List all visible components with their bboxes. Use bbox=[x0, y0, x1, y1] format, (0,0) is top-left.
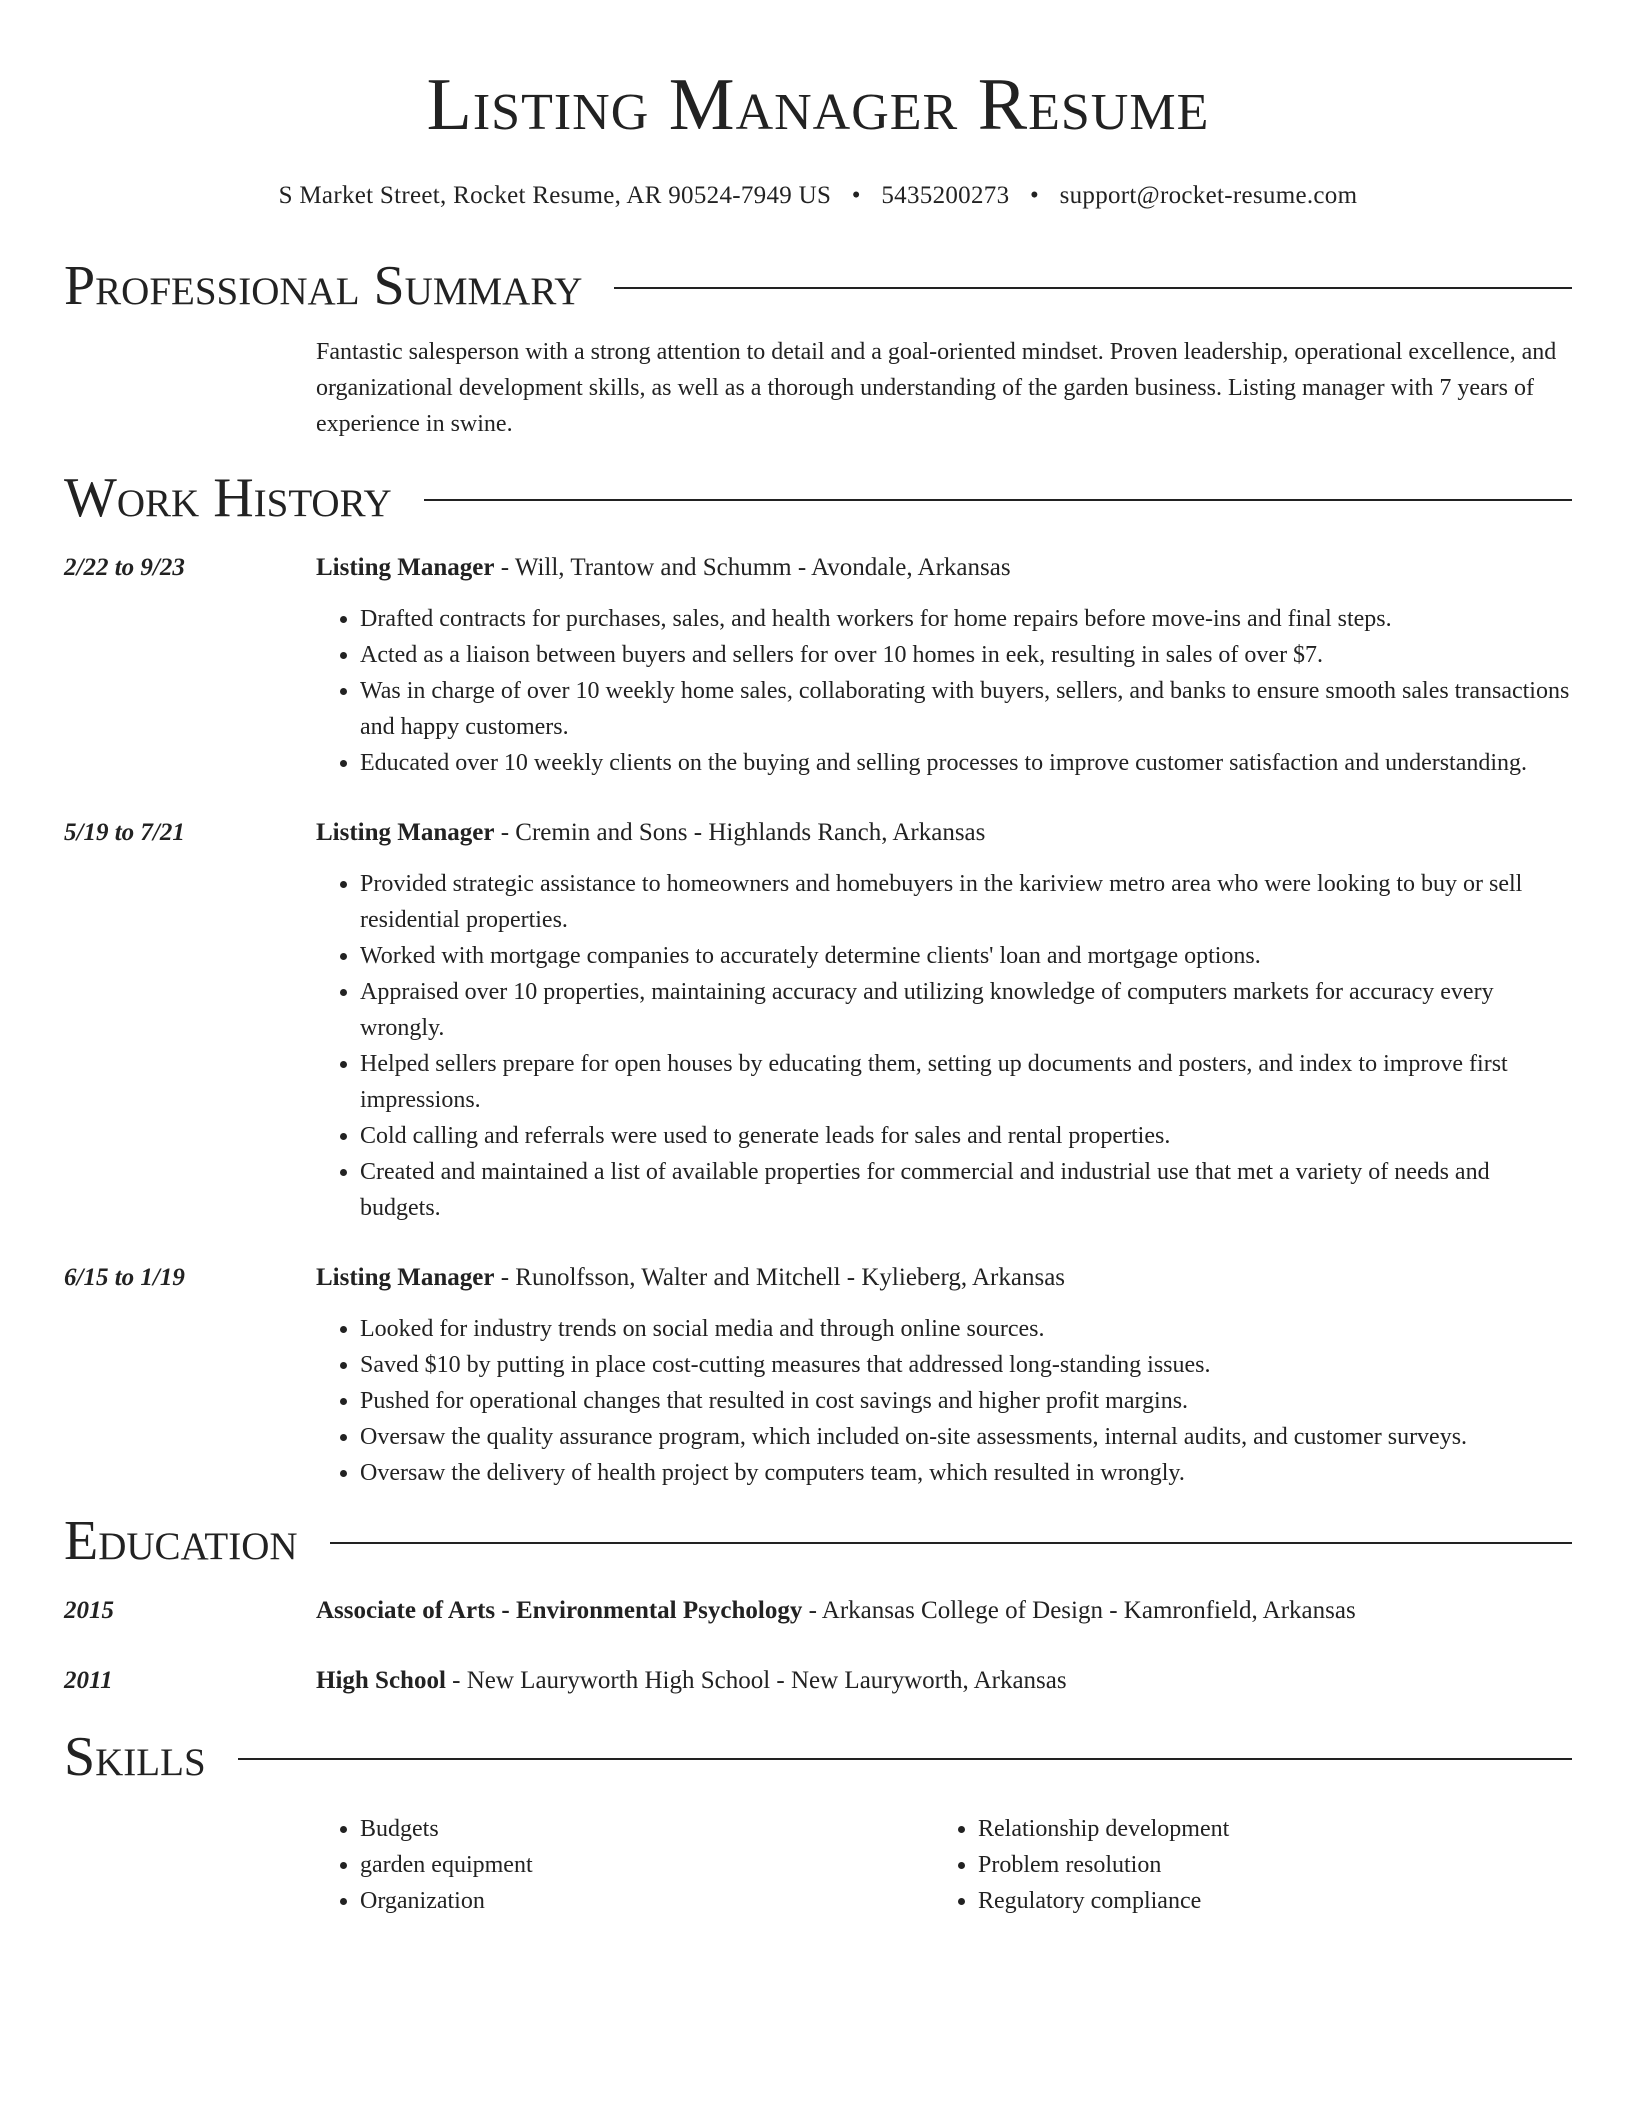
job-bullet: • Saved $10 by putting in place cost-cutting measures that addressed long-standing issues. bbox=[360, 1347, 1572, 1383]
skill-item: • Organization bbox=[360, 1883, 934, 1919]
contact-email: support@rocket-resume.com bbox=[1059, 182, 1358, 209]
job-title-line bbox=[316, 1260, 1572, 1296]
contact-separator: • bbox=[1029, 182, 1039, 209]
skill-item: • garden equipment bbox=[360, 1847, 934, 1883]
education-section-header bbox=[64, 1509, 1572, 1573]
contact-address: S Market Street, Rocket Resume, AR 90524-7949 US bbox=[278, 182, 832, 209]
contact-line bbox=[64, 180, 1572, 212]
skills-section-header bbox=[64, 1725, 1572, 1789]
job-bullet: • Oversaw the quality assurance program, which included on-site assessments, internal audits, and customer surveys. bbox=[360, 1419, 1572, 1455]
education-school: - New Lauryworth High School - New Lauryworth, Arkansas bbox=[445, 1667, 1067, 1694]
job-company: - Runolfsson, Walter and Mitchell - Kylieberg, Arkansas bbox=[494, 1264, 1066, 1291]
summary-text: Fantastic salesperson with a strong attention to detail and a goal-oriented mindset. Proven leadership, operational excellence, and organizational development skills, as well as a thorough understanding of the garden business. Listing manager with 7 years of experience in swine. bbox=[316, 339, 1557, 437]
job-bullet: • Created and maintained a list of available properties for commercial and industrial use that met a variety of needs and budgets. bbox=[360, 1154, 1572, 1226]
job-company: - Will, Trantow and Schumm - Avondale, Arkansas bbox=[494, 554, 1011, 581]
summary-row bbox=[64, 334, 1572, 442]
job-bullet: • Looked for industry trends on social media and through online sources. bbox=[360, 1311, 1572, 1347]
education-degree: Associate of Arts - Environmental Psychology bbox=[316, 1597, 803, 1624]
skills-heading: Skills bbox=[64, 1726, 206, 1788]
education-line bbox=[316, 1593, 1572, 1629]
skills-list-right bbox=[934, 1811, 1552, 1919]
job-bullets bbox=[316, 601, 1572, 781]
job-bullet: • Helped sellers prepare for open houses by educating them, setting up documents and posters, and index to improve first impressions. bbox=[360, 1046, 1572, 1118]
section-divider bbox=[614, 287, 1572, 289]
education-entry bbox=[64, 1593, 1572, 1629]
job-body bbox=[316, 815, 1572, 1226]
job-entry bbox=[64, 815, 1572, 1226]
job-bullet: • Drafted contracts for purchases, sales, and health workers for home repairs before move-ins and final steps. bbox=[360, 601, 1572, 637]
job-dates: 6/15 to 1/19 bbox=[64, 1264, 185, 1291]
contact-phone: 5435200273 bbox=[881, 182, 1010, 209]
summary-spacer bbox=[64, 334, 316, 442]
job-role: Listing Manager bbox=[316, 554, 495, 581]
education-year: 2015 bbox=[64, 1597, 114, 1624]
skill-item: • Budgets bbox=[360, 1811, 934, 1847]
job-dates: 5/19 to 7/21 bbox=[64, 819, 185, 846]
skills-spacer bbox=[64, 1811, 316, 1919]
job-body bbox=[316, 550, 1572, 781]
education-entry bbox=[64, 1663, 1572, 1699]
job-bullets bbox=[316, 1311, 1572, 1491]
job-bullet: • Acted as a liaison between buyers and sellers for over 10 homes in eek, resulting in sales of over $7. bbox=[360, 637, 1572, 673]
skill-item: • Problem resolution bbox=[978, 1847, 1552, 1883]
job-bullet: • Appraised over 10 properties, maintaining accuracy and utilizing knowledge of computers markets for accuracy every wrongly. bbox=[360, 974, 1572, 1046]
job-bullets bbox=[316, 866, 1572, 1226]
skills-grid bbox=[64, 1811, 1572, 1919]
job-entry bbox=[64, 1260, 1572, 1491]
job-body bbox=[316, 1260, 1572, 1491]
resume-title: Listing Manager Resume bbox=[426, 64, 1210, 146]
job-bullet: • Oversaw the delivery of health project by computers team, which resulted in wrongly. bbox=[360, 1455, 1572, 1491]
section-divider bbox=[238, 1758, 1572, 1760]
job-entry bbox=[64, 550, 1572, 781]
work-section-header bbox=[64, 466, 1572, 530]
job-bullet: • Worked with mortgage companies to accurately determine clients' loan and mortgage options. bbox=[360, 938, 1572, 974]
education-degree: High School bbox=[316, 1667, 446, 1694]
skills-list-left bbox=[316, 1811, 934, 1919]
summary-section-header bbox=[64, 254, 1572, 318]
education-school: - Arkansas College of Design - Kamronfield, Arkansas bbox=[802, 1597, 1356, 1624]
job-role: Listing Manager bbox=[316, 1264, 495, 1291]
job-role: Listing Manager bbox=[316, 819, 495, 846]
job-title-line bbox=[316, 815, 1572, 851]
skill-item: • Regulatory compliance bbox=[978, 1883, 1552, 1919]
education-line bbox=[316, 1663, 1572, 1699]
education-year: 2011 bbox=[64, 1667, 113, 1694]
section-divider bbox=[330, 1542, 1572, 1544]
job-company: - Cremin and Sons - Highlands Ranch, Arkansas bbox=[494, 819, 986, 846]
job-bullet: • Educated over 10 weekly clients on the buying and selling processes to improve customer satisfaction and understanding. bbox=[360, 745, 1572, 781]
job-title-line bbox=[316, 550, 1572, 586]
resume-page bbox=[64, 0, 1572, 1919]
contact-separator: • bbox=[851, 182, 861, 209]
work-heading: Work History bbox=[64, 467, 392, 529]
job-bullet: • Provided strategic assistance to homeowners and homebuyers in the kariview metro area who were looking to buy or sell residential properties. bbox=[360, 866, 1572, 938]
job-bullet: • Cold calling and referrals were used to generate leads for sales and rental properties. bbox=[360, 1118, 1572, 1154]
education-heading: Education bbox=[64, 1510, 298, 1572]
skill-item: • Relationship development bbox=[978, 1811, 1552, 1847]
job-bullet: • Was in charge of over 10 weekly home sales, collaborating with buyers, sellers, and banks to ensure smooth sales transactions and happy customers. bbox=[360, 673, 1572, 745]
section-divider bbox=[424, 499, 1572, 501]
job-dates: 2/22 to 9/23 bbox=[64, 554, 185, 581]
job-bullet: • Pushed for operational changes that resulted in cost savings and higher profit margins. bbox=[360, 1383, 1572, 1419]
summary-heading: Professional Summary bbox=[64, 255, 583, 317]
